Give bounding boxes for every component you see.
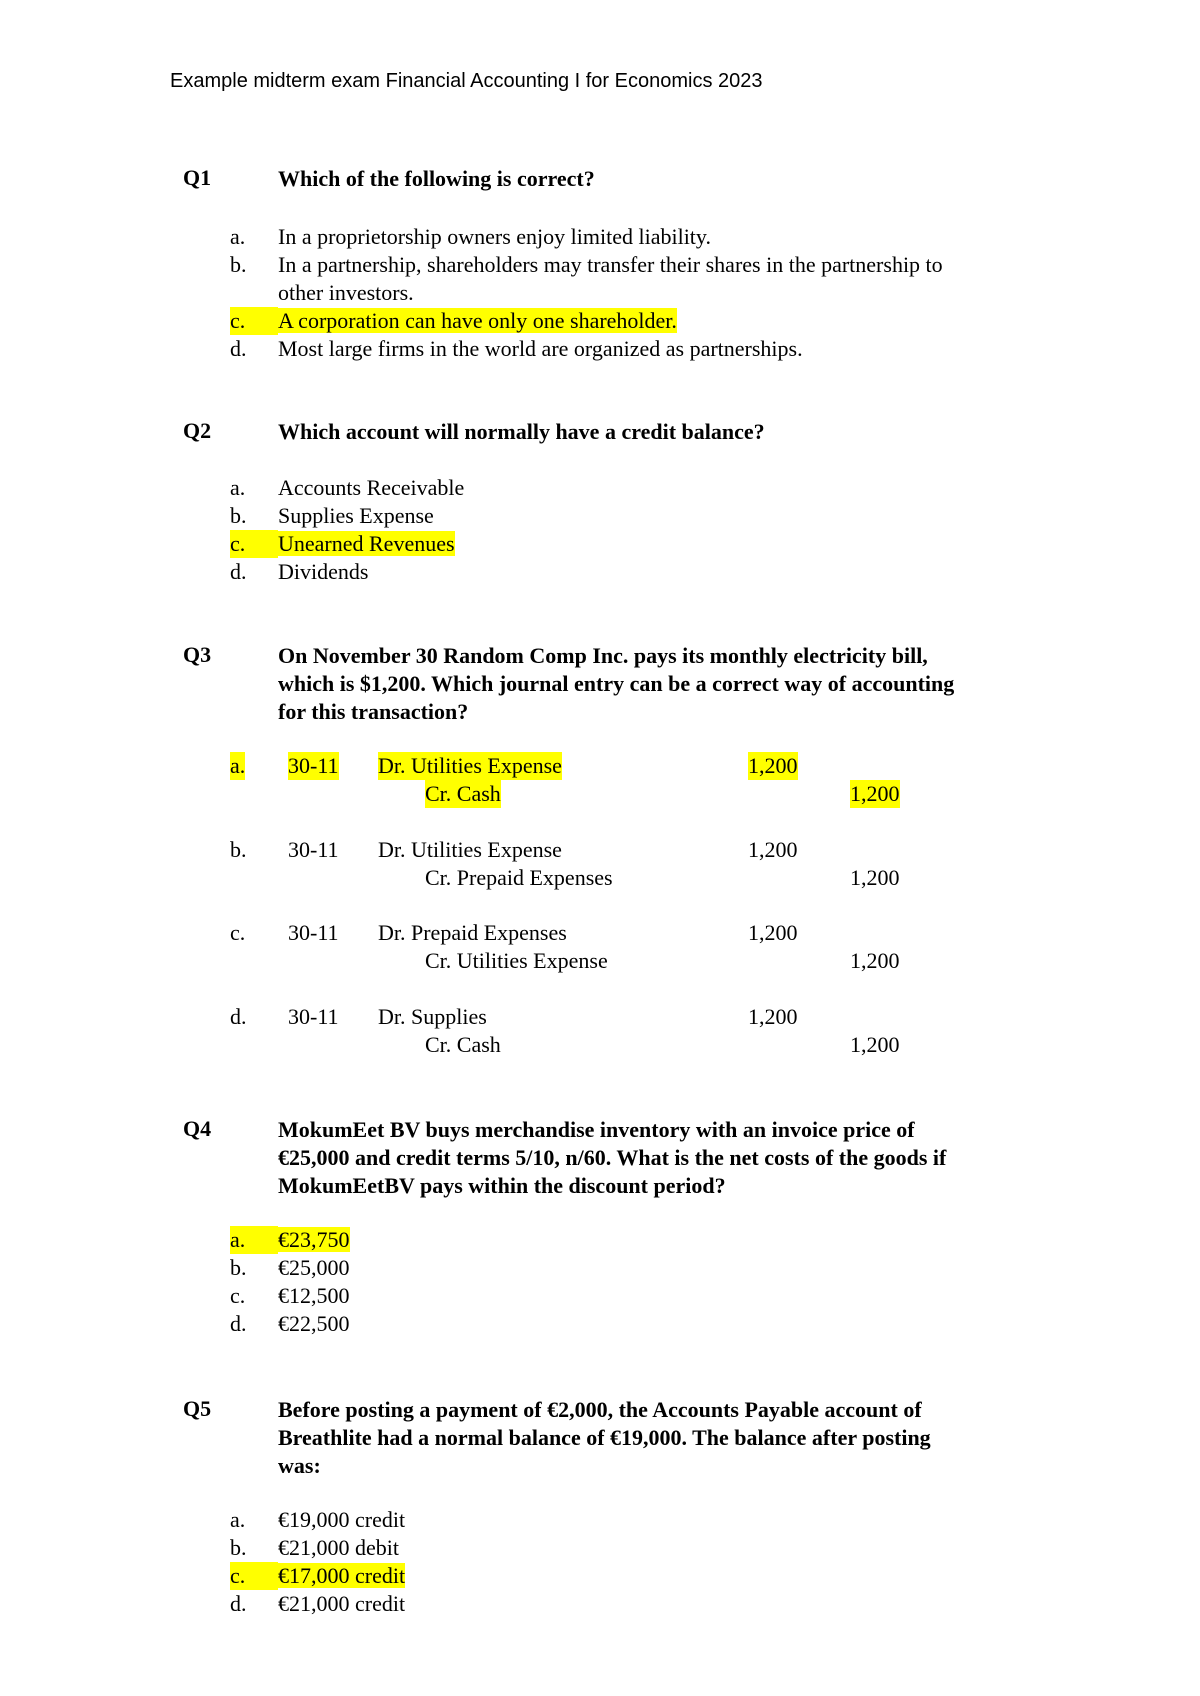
option-text: €19,000 credit xyxy=(278,1507,406,1532)
option-letter: a. xyxy=(230,224,246,249)
credit-amount: 1,200 xyxy=(850,1032,900,1057)
debit-account: Dr. Utilities Expense xyxy=(378,837,562,862)
credit-account: Cr. Cash xyxy=(425,781,501,806)
question-line: MokumEet BV buys merchandise inventory with an invoice price of xyxy=(278,1117,915,1142)
option-text: €21,000 debit xyxy=(278,1535,399,1560)
question-3-id: Q3 xyxy=(183,642,212,667)
debit-amount: 1,200 xyxy=(748,1004,798,1029)
debit-account: Dr. Prepaid Expenses xyxy=(378,920,567,945)
question-line: Breathlite had a normal balance of €19,000. The balance after posting xyxy=(278,1425,931,1450)
entry-date: 30-11 xyxy=(288,920,339,945)
question-line: was: xyxy=(278,1453,321,1478)
option-text: Dividends xyxy=(278,559,369,584)
question-line: for this transaction? xyxy=(278,699,469,724)
entry-date: 30-11 xyxy=(288,837,339,862)
option-text: Supplies Expense xyxy=(278,503,434,528)
question-2-id: Q2 xyxy=(183,418,212,443)
option-letter: a. xyxy=(230,1507,246,1532)
q2-option-b xyxy=(230,502,1030,530)
option-text: €21,000 credit xyxy=(278,1591,406,1616)
debit-account: Dr. Utilities Expense xyxy=(378,753,562,778)
credit-account: Cr. Cash xyxy=(425,1032,501,1057)
credit-account: Cr. Utilities Expense xyxy=(425,948,608,973)
option-letter: d. xyxy=(230,1004,247,1029)
question-5-id: Q5 xyxy=(183,1396,212,1421)
question-1-id: Q1 xyxy=(183,165,212,190)
option-text: €22,500 xyxy=(278,1311,350,1336)
option-text-continued: other investors. xyxy=(278,280,414,305)
credit-amount: 1,200 xyxy=(850,781,900,806)
question-line: On November 30 Random Comp Inc. pays its monthly electricity bill, xyxy=(278,643,928,668)
option-letter: d. xyxy=(230,1591,247,1616)
question-line: Before posting a payment of €2,000, the Accounts Payable account of xyxy=(278,1397,922,1422)
question-3-text xyxy=(278,642,1038,726)
credit-amount: 1,200 xyxy=(850,865,900,890)
option-letter: c. xyxy=(230,307,278,335)
entry-date: 30-11 xyxy=(288,753,339,778)
option-letter: b. xyxy=(230,1535,247,1560)
question-2-text: Which account will normally have a credit balance? xyxy=(278,419,765,444)
option-text: Most large firms in the world are organized as partnerships. xyxy=(278,336,803,361)
q1-option-d xyxy=(230,335,1030,363)
question-line: MokumEetBV pays within the discount period? xyxy=(278,1173,726,1198)
q4-option-a xyxy=(230,1226,1030,1254)
q4-option-c xyxy=(230,1282,1030,1310)
option-letter: a. xyxy=(230,1226,278,1254)
question-4-text xyxy=(278,1116,1038,1200)
option-letter: c. xyxy=(230,1283,246,1308)
q1-option-b xyxy=(230,251,1030,279)
q5-option-c xyxy=(230,1562,1030,1590)
q2-option-d xyxy=(230,558,1030,586)
credit-account: Cr. Prepaid Expenses xyxy=(425,865,613,890)
option-text: €12,500 xyxy=(278,1283,350,1308)
option-letter: b. xyxy=(230,503,247,528)
option-text-highlighted: €23,750 xyxy=(278,1227,350,1252)
question-1-text: Which of the following is correct? xyxy=(278,166,595,191)
credit-amount: 1,200 xyxy=(850,948,900,973)
debit-amount: 1,200 xyxy=(748,753,798,778)
option-text-highlighted: €17,000 credit xyxy=(278,1563,406,1588)
option-letter: b. xyxy=(230,252,247,277)
option-letter: d. xyxy=(230,336,247,361)
option-text-highlighted: A corporation can have only one shareholder. xyxy=(278,308,677,333)
option-letter: a. xyxy=(230,475,246,500)
option-text: In a proprietorship owners enjoy limited liability. xyxy=(278,224,711,249)
option-letter: d. xyxy=(230,1311,247,1336)
option-letter: c. xyxy=(230,920,246,945)
option-letter: b. xyxy=(230,1255,247,1280)
option-text: €25,000 xyxy=(278,1255,350,1280)
page-header: Example midterm exam Financial Accounting I for Economics 2023 xyxy=(170,70,763,92)
q5-option-a xyxy=(230,1506,1030,1534)
debit-amount: 1,200 xyxy=(748,837,798,862)
q2-option-a xyxy=(230,474,1030,502)
option-text: In a partnership, shareholders may transfer their shares in the partnership to xyxy=(278,252,943,277)
q2-option-c xyxy=(230,530,1030,558)
question-4-id: Q4 xyxy=(183,1116,212,1141)
debit-account: Dr. Supplies xyxy=(378,1004,487,1029)
q4-option-d xyxy=(230,1310,1030,1338)
question-line: which is $1,200. Which journal entry can be a correct way of accounting xyxy=(278,671,955,696)
entry-date: 30-11 xyxy=(288,1004,339,1029)
option-letter: b. xyxy=(230,837,247,862)
option-letter: d. xyxy=(230,559,247,584)
option-letter: a. xyxy=(230,753,246,778)
option-letter: c. xyxy=(230,530,278,558)
question-line: €25,000 and credit terms 5/10, n/60. What is the net costs of the goods if xyxy=(278,1145,947,1170)
option-letter: c. xyxy=(230,1562,278,1590)
q1-option-c xyxy=(230,307,1030,335)
question-5-text xyxy=(278,1396,1038,1480)
q1-option-b-continued xyxy=(230,279,1030,307)
q1-option-a xyxy=(230,223,1030,251)
q4-option-b xyxy=(230,1254,1030,1282)
q5-option-d xyxy=(230,1590,1030,1618)
q5-option-b xyxy=(230,1534,1030,1562)
debit-amount: 1,200 xyxy=(748,920,798,945)
option-text-highlighted: Unearned Revenues xyxy=(278,531,455,556)
option-text: Accounts Receivable xyxy=(278,475,465,500)
